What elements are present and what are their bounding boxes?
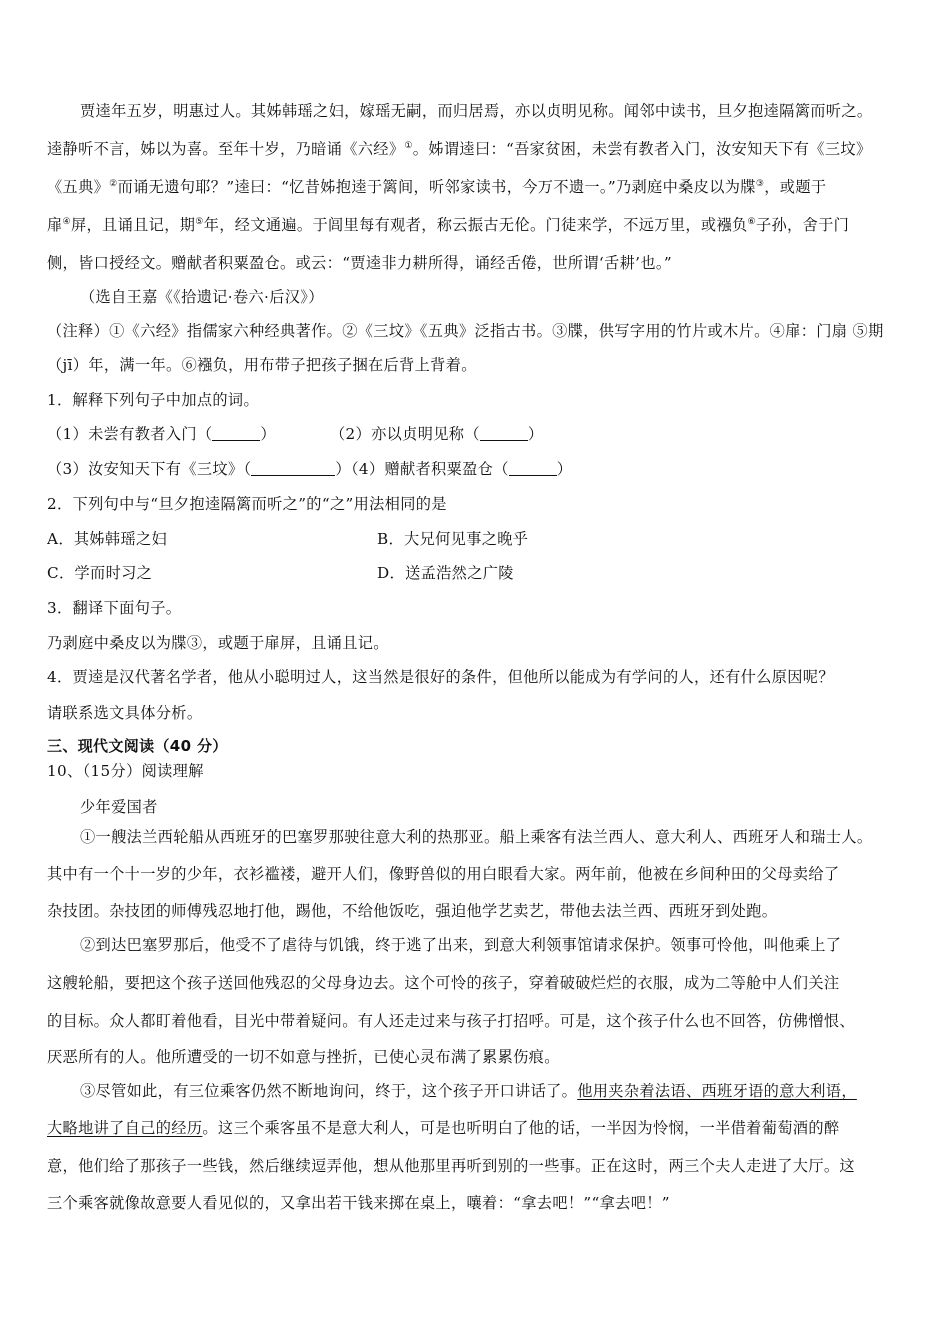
option-a[interactable]: A．其姊韩瑶之妇 [47, 530, 168, 548]
paragraph-2-line-1: ②到达巴塞罗那后，他受不了虐待与饥饿，终于逃了出来，到意大利领事馆请求保护。领事可怜他，叫他乘上了 [80, 936, 842, 954]
answer-blank-3[interactable] [251, 461, 335, 476]
passage-source: （选自王嘉《《拾遗记·卷六·后汉》） [80, 288, 324, 306]
passage-line-5: 侧，皆口授经文。赠献者积粟盈仓。或云：“贾逵非力耕所得，诵经舌倦，世所谓‘舌耕’也。” [47, 254, 672, 272]
question-1-stem: 1．解释下列句子中加点的词。 [47, 391, 260, 409]
article-title: 少年爱国者 [80, 798, 158, 816]
section-3-heading: 三、现代文阅读（40 分） [47, 737, 228, 755]
paragraph-3-line-3: 意，他们给了那孩子一些钱，然后继续逗弄他，想从他那里再听到别的一些事。正在这时，两三个夫人走进了大厅。这 [47, 1157, 855, 1175]
paragraph-3-line-1: ③尽管如此，有三位乘客仍然不断地询问，终于，这个孩子开口讲话了。他用夹杂着法语、西班牙语的意大利语， [80, 1082, 857, 1100]
paragraph-1-line-3: 杂技团。杂技团的师傅残忍地打他，踢他，不给他饭吃，强迫他学艺卖艺，带他去法兰西、西班牙到处跑。 [47, 902, 778, 920]
paragraph-1-line-2: 其中有一个十一岁的少年，衣衫褴褛，避开人们，像野兽似的用白眼看大家。两年前，他被在乡间种田的父母卖给了 [47, 865, 840, 883]
underlined-sentence: 他用夹杂着法语、西班牙语的意大利语， [577, 1082, 857, 1100]
question-3-sentence: 乃剥庭中桑皮以为牒③，或题于扉屏，且诵且记。 [47, 634, 389, 652]
paragraph-3-line-2: 大略地讲了自己的经历。这三个乘客虽不是意大利人，可是也听明白了他的话，一半因为怜悯，一半借着葡萄酒的醉 [47, 1119, 840, 1137]
option-b[interactable]: B．大兄何见事之晚乎 [377, 530, 529, 548]
question-3-stem: 3．翻译下面句子。 [47, 599, 182, 617]
paragraph-2-line-4: 厌恶所有的人。他所遭受的一切不如意与挫折，已使心灵布满了累累伤痕。 [47, 1048, 560, 1066]
passage-line-4: 扉④屏，且诵且记，期⑤年，经文通遍。于闾里每有观者，称云振古无伦。门徒来学，不远万里，或襁负⑥子孙，舍于门 [47, 216, 850, 234]
paragraph-2-line-2: 这艘轮船，要把这个孩子送回他残忍的父母身边去。这个可怜的孩子，穿着破破烂烂的衣服，成为二等舱中人们关注 [47, 974, 840, 992]
option-c[interactable]: C．学而时习之 [47, 564, 153, 582]
question-4-line-1: 4．贾逵是汉代著名学者，他从小聪明过人，这当然是很好的条件，但他所以能成为有学问的人，还有什么原因呢？ [47, 668, 834, 686]
question-2-options-ab [47, 528, 907, 550]
answer-blank-4[interactable] [509, 461, 557, 476]
passage-line-1: 贾逵年五岁，明惠过人。其姊韩瑶之妇，嫁瑶无嗣，而归居焉，亦以贞明见称。闻邻中读书，旦夕抱逵隔篱而听之。 [80, 102, 873, 120]
question-1-row-2: （3）汝安知天下有《三坟》（ ）（4）赠献者积粟盈仓（ ） [47, 460, 573, 478]
passage-line-3: 《五典》②而诵无遗句耶？”逵曰：“忆昔姊抱逵于篱间，听邻家读书，今万不遗一。”乃剥庭中桑皮以为牒③，或题于 [47, 178, 827, 196]
question-1-row-1: （1）未尝有教者入门（ ） （2）亦以贞明见称（ ） [47, 425, 544, 443]
notes-line-2: （jī）年，满一年。⑥襁负，用布带子把孩子捆在后背上背着。 [47, 356, 477, 374]
paragraph-1-line-1: ①一艘法兰西轮船从西班牙的巴塞罗那驶往意大利的热那亚。船上乘客有法兰西人、意大利人、西班牙人和瑞士人。 [80, 828, 873, 846]
question-2-stem: 2．下列句中与“旦夕抱逵隔篱而听之”的“之”用法相同的是 [47, 495, 447, 513]
answer-blank-2[interactable] [480, 426, 528, 441]
question-4-line-2: 请联系选文具体分析。 [47, 704, 203, 722]
paragraph-2-line-3: 的目标。众人都盯着他看，目光中带着疑问。有人还走过来与孩子打招呼。可是，这个孩子什么也不回答，仿佛憎恨、 [47, 1012, 855, 1030]
paragraph-3-line-4: 三个乘客就像故意要人看见似的，又拿出若干钱来掷在桌上，嚷着：“拿去吧！”“拿去吧！” [47, 1194, 670, 1212]
option-d[interactable]: D．送孟浩然之广陵 [377, 564, 514, 582]
answer-blank-1[interactable] [212, 426, 260, 441]
passage-line-2: 逵静听不言，姊以为喜。至年十岁，乃暗诵《六经》①。姊谓逵曰：“吾家贫困，未尝有教者入门，汝安知天下有《三坟》 [47, 140, 872, 158]
question-10-label: 10、（15分）阅读理解 [47, 762, 204, 780]
underlined-sentence-continued: 大略地讲了自己的经历 [47, 1119, 203, 1137]
question-2-options-cd [47, 562, 907, 584]
notes-line-1: （注释）①《六经》指儒家六种经典著作。②《三坟》《五典》泛指古书。③牒，供写字用的竹片或木片。④扉：门扇 ⑤期 [47, 322, 884, 340]
